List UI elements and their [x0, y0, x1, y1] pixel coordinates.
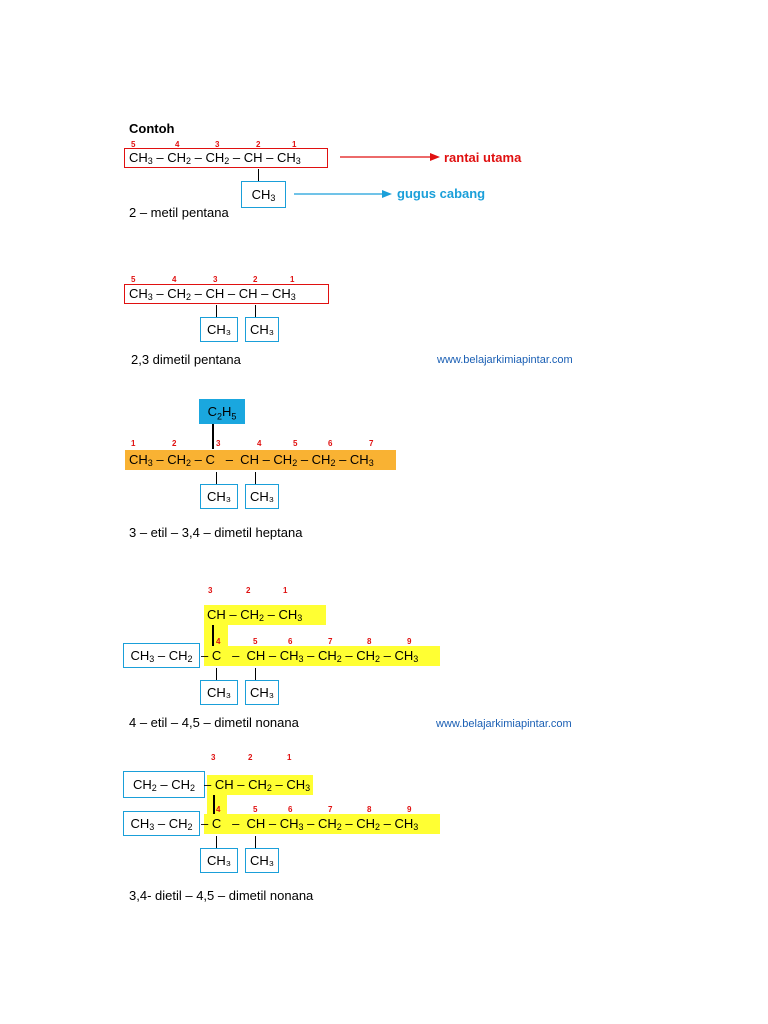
locant: 2 — [256, 140, 261, 149]
locant: 1 — [287, 753, 292, 762]
left-group-box: $CH_3 - CH_2$ — [123, 643, 200, 668]
locant: 5 — [293, 439, 298, 448]
compound-name: 3 – etil – 3,4 – dimetil heptana — [129, 525, 303, 540]
side-chain-formula: – CH – $CH_2 - CH_3$ — [204, 777, 311, 793]
locant: 1 — [292, 140, 297, 149]
locant: 9 — [407, 637, 412, 646]
locant: 6 — [288, 637, 293, 646]
locant: 7 — [328, 637, 333, 646]
locant: 2 — [172, 439, 177, 448]
branch-box: CH₃ — [200, 680, 238, 705]
compound-name: 4 – etil – 4,5 – dimetil nonana — [129, 715, 299, 730]
bond-line — [255, 305, 256, 317]
website-url: www.belajarkimiapintar.com — [437, 354, 573, 366]
locant: 3 — [211, 753, 216, 762]
locant: 5 — [253, 805, 258, 814]
branch-group-label: gugus cabang — [397, 186, 486, 201]
locant: 7 — [369, 439, 374, 448]
main-chain-formula: – C – CH – $CH_3 - CH_2 - CH_2 - CH_3$ — [201, 816, 419, 832]
arrow-main-chain — [340, 150, 440, 164]
main-chain-formula: $CH_3 - CH_2$ – CH – CH – $CH_3$ — [129, 286, 296, 302]
bond-line — [212, 424, 214, 449]
locant: 2 — [248, 753, 253, 762]
compound-name: 2,3 dimetil pentana — [131, 352, 241, 367]
locant: 8 — [367, 637, 372, 646]
locant: 4 — [216, 805, 221, 814]
compound-name: 3,4- dietil – 4,5 – dimetil nonana — [129, 888, 314, 903]
branch-box: CH₃ — [245, 680, 279, 705]
branch-box: CH₃ — [245, 317, 279, 342]
locant: 3 — [215, 140, 220, 149]
locant: 1 — [290, 275, 295, 284]
bond-line — [258, 169, 259, 181]
branch-box: CH₃ — [200, 848, 238, 873]
branch-box: CH₃ — [245, 484, 279, 509]
locant: 8 — [367, 805, 372, 814]
left-top-group-box: $CH_2 - CH_2$ — [123, 771, 205, 798]
locant: 6 — [328, 439, 333, 448]
locant: 2 — [253, 275, 258, 284]
bond-line — [216, 668, 217, 680]
locant: 4 — [216, 637, 221, 646]
branch-box: CH₃ — [200, 484, 238, 509]
locant: 7 — [328, 805, 333, 814]
main-chain-label: rantai utama — [444, 150, 522, 165]
bond-line — [212, 625, 214, 647]
branch-box: CH₃ — [245, 848, 279, 873]
bond-line — [216, 305, 217, 317]
bond-line — [255, 472, 256, 484]
locant: 3 — [213, 275, 218, 284]
locant: 5 — [253, 637, 258, 646]
arrow-branch-group — [294, 187, 394, 201]
main-chain-formula: $CH_3 - CH_2$ – C – CH – $CH_2 - CH_2 - CH_3$ — [129, 452, 374, 468]
main-chain-formula: – C – CH – $CH_3 - CH_2 - CH_2 - CH_3$ — [201, 648, 419, 664]
locant: 1 — [131, 439, 136, 448]
locant: 5 — [131, 275, 136, 284]
locant: 2 — [246, 586, 251, 595]
locant: 6 — [288, 805, 293, 814]
locant: 9 — [407, 805, 412, 814]
locant: 4 — [175, 140, 180, 149]
side-chain-formula: CH – $CH_2 - CH_3$ — [207, 607, 303, 623]
ethyl-group-box: $C_2H_5$ — [199, 399, 245, 424]
compound-name: 2 – metil pentana — [129, 205, 229, 220]
locant: 4 — [172, 275, 177, 284]
locant: 3 — [208, 586, 213, 595]
bond-line — [255, 836, 256, 848]
locant: 5 — [131, 140, 136, 149]
branch-box: CH₃ — [200, 317, 238, 342]
locant: 1 — [283, 586, 288, 595]
bond-line — [216, 472, 217, 484]
heading: Contoh — [129, 121, 175, 136]
locant: 3 — [216, 439, 221, 448]
branch-box: $CH_3$ — [241, 181, 286, 208]
main-chain-formula: $CH_3 - CH_2 - CH_2$ – CH – $CH_3$ — [129, 150, 301, 166]
locant: 4 — [257, 439, 262, 448]
bond-line — [213, 795, 215, 815]
left-group-box: $CH_3 - CH_2$ — [123, 811, 200, 836]
bond-line — [255, 668, 256, 680]
website-url: www.belajarkimiapintar.com — [436, 718, 572, 730]
bond-line — [216, 836, 217, 848]
